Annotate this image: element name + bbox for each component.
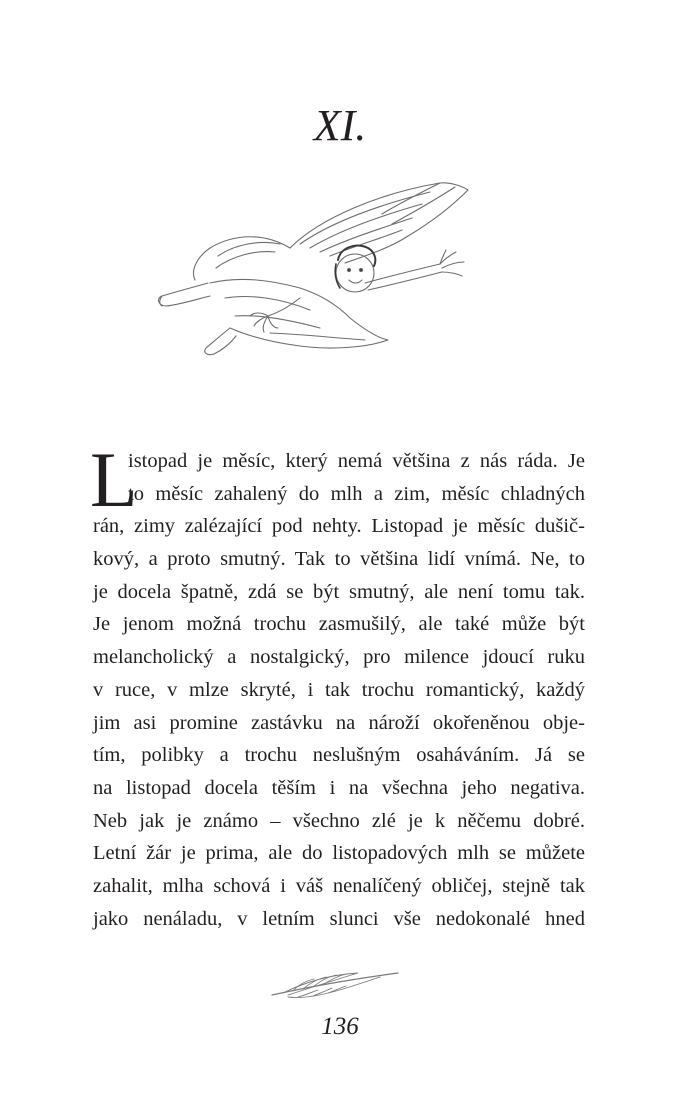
text-line: istopad je měsíc, který nemá většina z nás ráda. Je: [128, 450, 585, 472]
text-line: na listopad docela těším i na všechna jeho negativa.: [93, 776, 585, 799]
text-line: jim asi promine zastávku na nároží okořeněnou obje-: [93, 711, 585, 734]
text-line: kový, a proto smutný. Tak to většina lidí vnímá. Ne, to: [93, 548, 585, 571]
text-line: tím, polibky a trochu neslušným osaháváním. Já se: [93, 744, 585, 767]
text-line: to měsíc zahalený do mlh a zim, měsíc chladných: [128, 482, 585, 505]
text-line: zahalit, mlha schová i váš nenalíčený obličej, stejně tak: [93, 874, 585, 897]
drop-cap: L: [90, 436, 138, 523]
text-line: melancholický a nostalgický, pro milence jdoucí ruku: [93, 646, 585, 669]
feather-icon: [268, 965, 403, 1005]
chapter-text: [90, 436, 585, 935]
text-line: jako nenáladu, v letním slunci vše nedokonalé hned: [93, 907, 585, 930]
text-line: Neb jak je známo – všechno zlé je k něčemu dobré.: [93, 809, 585, 832]
text-line: rán, zimy zalézající pod nehty. Listopad je měsíc dušič-: [93, 515, 585, 538]
text-line: Je jenom možná trochu zasmušilý, ale také může být: [93, 613, 585, 636]
page-number: 136: [321, 1013, 359, 1040]
chapter-title: XI.: [313, 101, 367, 150]
text-line: Letní žár je prima, ale do listopadových mlh se můžete: [93, 842, 585, 865]
text-line: je docela špatně, zdá se být smutný, ale není tomu tak.: [93, 580, 585, 603]
flying-angel-illustration: [150, 178, 500, 363]
text-line: v ruce, v mlze skryté, i tak trochu romantický, každý: [93, 678, 585, 701]
